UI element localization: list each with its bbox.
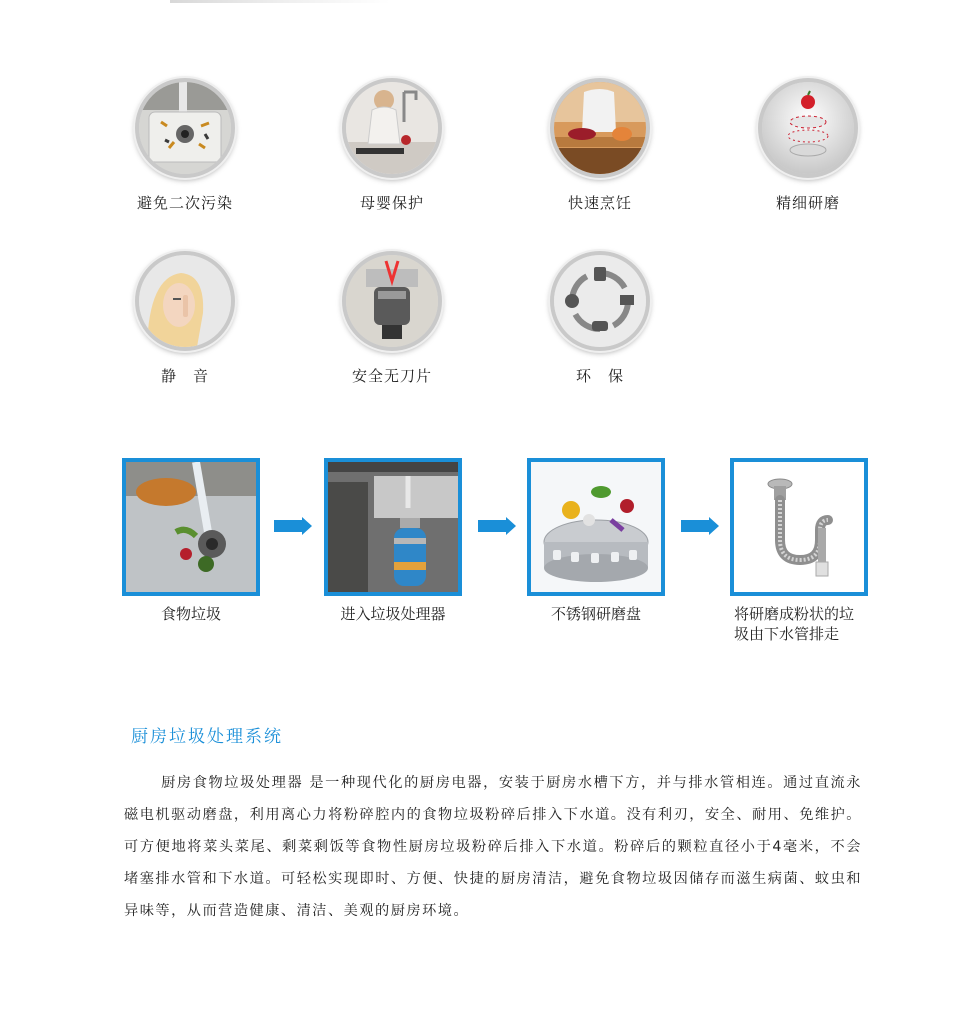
description-text: 厨房食物垃圾处理器 是一种现代化的厨房电器，安装于厨房水槽下方，并与排水管相连。通过直流永磁电机驱动磨盘，利用离心力将粉碎腔内的食物垃圾粉碎后排入下水道。没有利刃，安全、耐用、免维护。可方便地将菜头菜尾、剩菜剩饭等食物性厨房垃圾粉碎后排入下水道。粉碎后的颗粒直径小于4毫米，不会堵塞排水管和下水道。可轻松实现即时、方便、快捷的厨房清洁，避免食物垃圾因储存而滋生病菌、蚊虫和异味等，从而营造健康、清洁、美观的厨房环境。	[124, 775, 862, 919]
feature-item	[520, 78, 680, 213]
disposer-under-sink-image	[324, 458, 462, 596]
top-decoration	[170, 0, 390, 3]
feature-label: 母婴保护	[359, 194, 424, 212]
recycle-icon	[550, 251, 650, 351]
step-label	[730, 604, 868, 644]
arrow-right-icon	[478, 517, 518, 535]
feature-item	[312, 251, 472, 386]
feature-item	[105, 251, 265, 386]
step-label: 进入垃圾处理器	[340, 605, 446, 623]
process-step	[730, 458, 868, 644]
silence-icon	[135, 251, 235, 351]
feature-label: 环 保	[575, 367, 624, 385]
step-label-line2: 圾由下水管排走	[734, 625, 840, 643]
step-label-line1: 将研磨成粉状的垃	[734, 605, 855, 623]
process-step	[527, 458, 665, 624]
disposer-icon	[342, 251, 442, 351]
feature-item	[728, 78, 888, 213]
feature-item	[312, 78, 472, 213]
feature-label: 精细研磨	[775, 194, 840, 212]
arrow-right-icon	[274, 517, 314, 535]
grinding-icon	[758, 78, 858, 178]
mother-cooking-icon	[342, 78, 442, 178]
arrow-right-icon	[681, 517, 721, 535]
description-paragraph	[124, 767, 862, 927]
process-step	[324, 458, 462, 624]
process-step	[122, 458, 260, 624]
feature-label: 避免二次污染	[136, 194, 233, 212]
feature-label: 静 音	[160, 367, 209, 385]
cooking-icon	[550, 78, 650, 178]
feature-label: 安全无刀片	[351, 367, 432, 385]
feature-item	[105, 78, 265, 213]
section-title: 厨房垃圾处理系统	[131, 727, 283, 747]
drain-pipe-image	[730, 458, 868, 596]
food-waste-image	[122, 458, 260, 596]
sink-drain-icon	[135, 78, 235, 178]
feature-label: 快速烹饪	[567, 194, 632, 212]
grinding-plate-image	[527, 458, 665, 596]
feature-item	[520, 251, 680, 386]
step-label: 不锈钢研磨盘	[550, 605, 641, 623]
step-label: 食物垃圾	[160, 605, 221, 623]
